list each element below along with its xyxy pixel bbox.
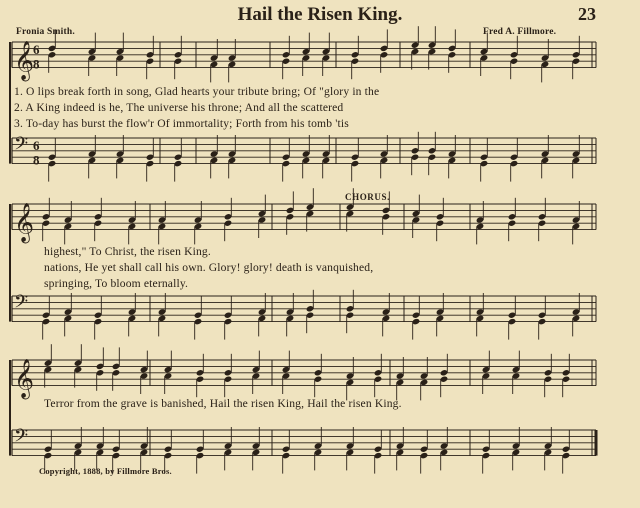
- lyric-verse-3-line-1: 3. To-day has burst the flow'r Of immortality; Forth from his tomb 'tis: [14, 117, 349, 130]
- treble-clef-icon: 𝄞: [14, 202, 35, 243]
- bass-clef-icon: 𝄢: [14, 291, 29, 317]
- chorus-label: CHORUS.: [345, 192, 390, 202]
- time-signature-numerator: 6: [33, 41, 40, 57]
- bass-clef-icon: 𝄢: [14, 425, 29, 451]
- copyright-notice: Copyright, 1888, by Fillmore Bros.: [39, 466, 172, 476]
- time-signature-numerator: 6: [33, 137, 40, 153]
- composer-credit: Fred A. Fillmore.: [483, 27, 557, 37]
- treble-clef-icon: 𝄞: [14, 40, 35, 81]
- time-signature-denominator: 8: [33, 56, 40, 72]
- lyric-verse-1-line-2: highest," To Christ, the risen King.: [44, 245, 211, 258]
- lyric-verse-2-line-2: nations, He yet shall call his own. Glory! glory! death is vanquished,: [44, 261, 374, 274]
- lyric-verse-2-line-1: 2. A King indeed is he, The universe his throne; And all the scattered: [14, 101, 344, 114]
- bass-clef-icon: 𝄢: [14, 133, 29, 159]
- hymn-title: Hail the Risen King.: [237, 4, 403, 25]
- lyric-verse-1-line-1: 1. O lips break forth in song, Glad hearts your tribute bring; Of "glory in the: [14, 85, 380, 98]
- page-number: 23: [578, 4, 596, 24]
- time-signature-denominator: 8: [33, 152, 40, 168]
- treble-clef-icon: 𝄞: [14, 358, 35, 399]
- lyric-verse-3-line-2: springing, To bloom eternally.: [44, 277, 189, 290]
- lyricist-credit: Fronia Smith.: [16, 27, 75, 37]
- lyric-refrain-line: Terror from the grave is banished, Hail the risen King, Hail the risen King.: [44, 397, 402, 410]
